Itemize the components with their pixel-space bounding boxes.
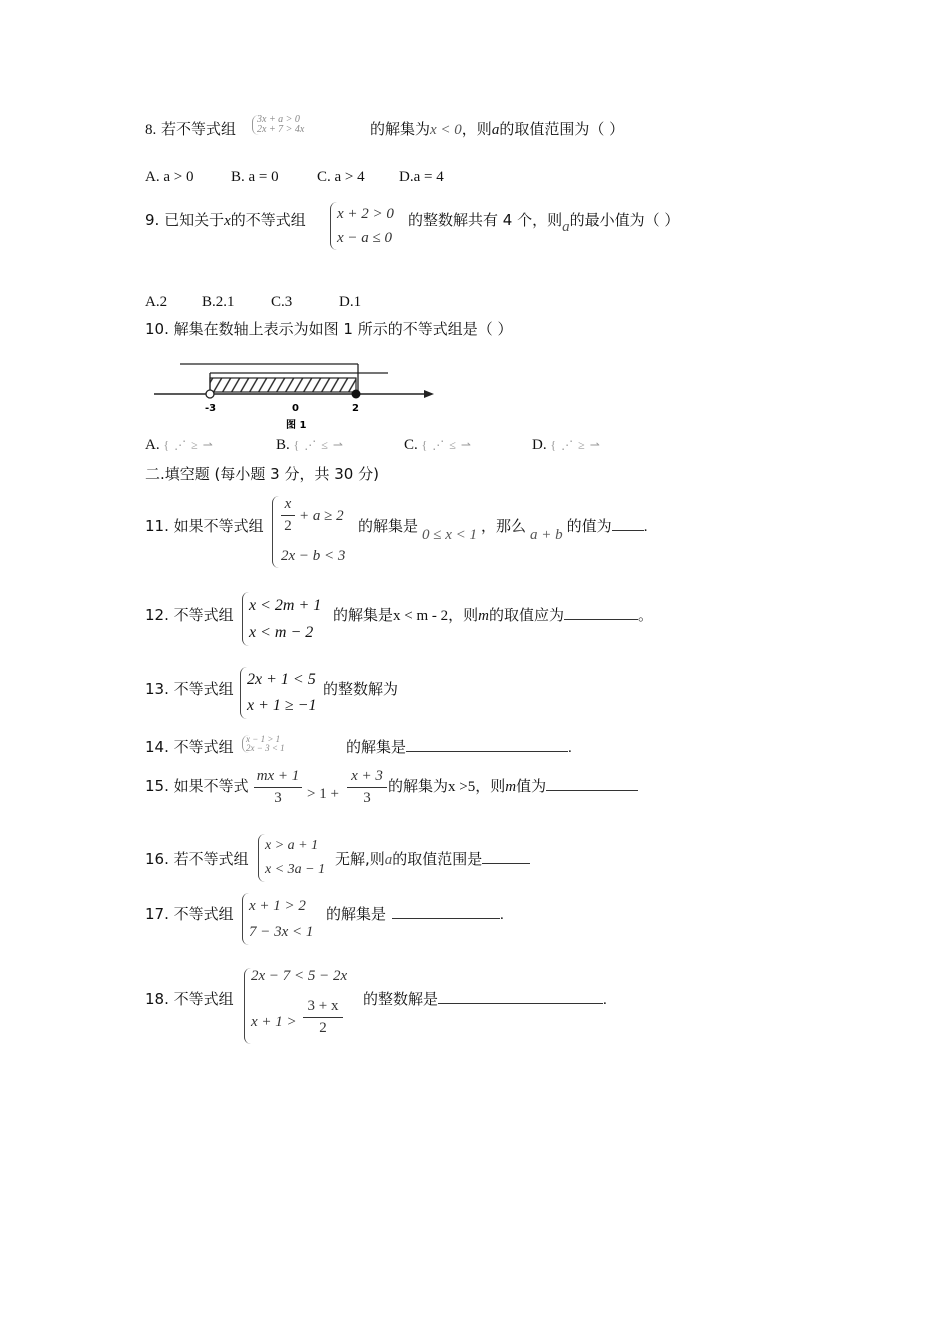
faded-system-icon: { ⋰ ≤ ⇀ — [293, 438, 344, 452]
q11-condition: 的解集是 0 ≤ x < 1 ，那么 a + b 的值为 . — [358, 517, 648, 543]
q18-fraction: 3 + x 2 — [303, 998, 343, 1037]
open-point-minus3 — [206, 390, 214, 398]
q8-option-d: D.a = 4 — [399, 169, 444, 185]
q14-answer-blank[interactable] — [406, 739, 568, 752]
q10-options — [145, 437, 601, 454]
q11-stem: 11. 如果不等式组 — [145, 517, 264, 535]
q16-answer-blank[interactable] — [482, 851, 530, 864]
q8-system: 3x + a > 0 2x + 7 > 4x — [252, 115, 304, 135]
q17-system: x + 1 > 2 7 − 3x < 1 — [242, 893, 313, 945]
q14-system: x − 1 > 1 2x − 3 < 1 — [242, 735, 285, 753]
q15-answer-blank[interactable] — [546, 778, 638, 791]
q12-stem: 12. 不等式组 — [145, 606, 234, 624]
q13-suffix: 的整数解为 — [323, 680, 399, 698]
q8-option-b: B. a = 0 — [231, 169, 279, 185]
q10-option-c: C. { ⋰ ≤ ⇀ — [404, 437, 472, 453]
q9-system: x + 2 > 0 x − a ≤ 0 — [330, 202, 394, 250]
q10-option-a: A. { ⋰ ≥ ⇀ — [145, 437, 214, 453]
q16-stem: 16. 若不等式组 — [145, 850, 249, 868]
q8-option-c: C. a > 4 — [317, 169, 365, 185]
q18-stem: 18. 不等式组 — [145, 990, 234, 1008]
q18-system: 2x − 7 < 5 − 2x x + 1 > 3 + x 2 — [244, 968, 251, 1044]
q15-stem: 15. 如果不等式 — [145, 777, 249, 795]
q9-option-c: C.3 — [271, 294, 293, 310]
q15-condition: 的解集为x >5，则m值为 — [388, 775, 638, 796]
q8-condition-text: 的解集为x < 0，则a的取值范围为（ ） — [370, 120, 625, 138]
q11-system: x 2 + a ≥ 2 2x − b < 3 — [272, 496, 279, 568]
q11-fraction: x 2 — [281, 496, 295, 535]
q8-option-a: A. a > 0 — [145, 169, 194, 185]
closed-point-2 — [352, 390, 361, 399]
faded-system-icon: { ⋰ ≤ ⇀ — [421, 438, 472, 452]
faded-system-icon: { ⋰ ≥ ⇀ — [163, 438, 214, 452]
tick-label-0: 0 — [292, 403, 299, 414]
q9-option-d: D.1 — [339, 294, 362, 310]
q13-system: 2x + 1 < 5 x + 1 ≥ −1 — [240, 667, 316, 719]
q17-stem: 17. 不等式组 — [145, 905, 234, 923]
q10-option-d: D. { ⋰ ≥ ⇀ — [532, 437, 601, 453]
q17-suffix: 的解集是 . — [326, 905, 504, 923]
q9-stem: 9. 已知关于x的不等式组 — [145, 211, 306, 229]
section-title: 二.填空题 (每小题 3 分，共 30 分) — [145, 465, 379, 483]
q17-answer-blank[interactable] — [392, 906, 500, 919]
q18-answer-blank[interactable] — [438, 991, 603, 1004]
axis-arrow-icon — [424, 390, 434, 398]
q10-option-b: B. { ⋰ ≤ ⇀ — [276, 437, 344, 453]
q10-stem: 10. 解集在数轴上表示为如图 1 所示的不等式组是（ ） — [145, 320, 513, 338]
q14-suffix: 的解集是 . — [346, 738, 572, 756]
number-line-figure — [150, 355, 440, 435]
q18-suffix: 的整数解是 . — [363, 990, 607, 1008]
q8-stem: 8. 若不等式组 — [145, 120, 237, 138]
q11-answer-blank[interactable] — [612, 518, 644, 531]
hatched-solution-region — [210, 378, 356, 392]
q9-options — [145, 294, 361, 311]
q14-stem: 14. 不等式组 — [145, 738, 234, 756]
q9-option-a: A.2 — [145, 294, 168, 310]
q13-stem: 13. 不等式组 — [145, 680, 234, 698]
q9-option-b: B.2.1 — [202, 294, 235, 310]
q15-fraction-left: mx + 1 3 — [254, 768, 302, 807]
faded-system-icon: { ⋰ ≥ ⇀ — [550, 438, 601, 452]
q8-options — [145, 169, 444, 186]
q12-condition: 的解集是x < m - 2，则m的取值应为 。 — [333, 606, 654, 624]
q16-system: x > a + 1 x < 3a − 1 — [258, 834, 325, 882]
tick-label-minus3: -3 — [205, 403, 217, 414]
q15-fraction-right: x + 3 3 — [347, 768, 387, 807]
q12-answer-blank[interactable] — [564, 607, 638, 620]
q15-operator: > 1 + — [307, 786, 339, 802]
q9-condition-text: 的整数解共有 4 个，则a的最小值为（ ） — [408, 211, 680, 235]
tick-label-2: 2 — [352, 403, 359, 414]
figure-caption: 图 1 — [286, 420, 307, 431]
q16-condition: 无解,则a的取值范围是 — [335, 848, 530, 869]
q12-system: x < 2m + 1 x < m − 2 — [242, 592, 321, 646]
